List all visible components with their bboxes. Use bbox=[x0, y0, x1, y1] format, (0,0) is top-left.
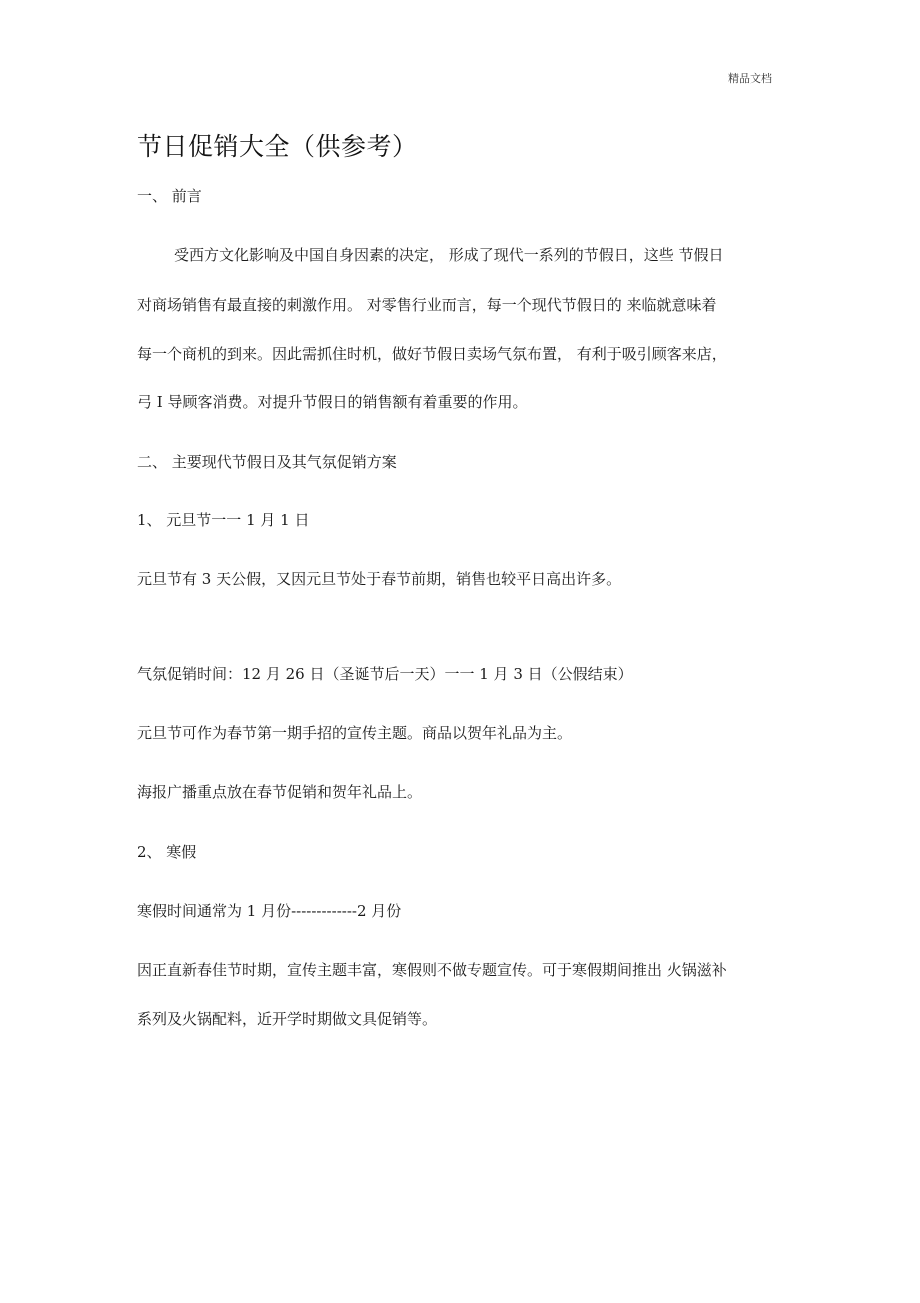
section-1-heading: 一、 前言 bbox=[137, 187, 202, 205]
item-1-line-3: 元旦节可作为春节第一期手招的宣传主题。商品以贺年礼品为主。 bbox=[137, 724, 573, 742]
item-1-heading: 1、 元旦节一一 1 月 1 日 bbox=[137, 511, 310, 529]
header-watermark: 精品文档 bbox=[728, 72, 772, 85]
item-2-line-3: 系列及火锅配料，近开学时期做文具促销等。 bbox=[137, 1010, 438, 1028]
item-1-line-1: 元旦节有 3 天公假，又因元旦节处于春节前期，销售也较平日高出许多。 bbox=[137, 570, 622, 588]
item-2-line-2: 因正直新春佳节时期，宣传主题丰富，寒假则不做专题宣传。可于寒假期间推出 火锅滋补 bbox=[137, 961, 727, 979]
item-2-heading: 2、 寒假 bbox=[137, 843, 197, 861]
document-title: 节日促销大全（供参考） bbox=[137, 132, 418, 161]
item-1-line-2: 气氛促销时间：12 月 26 日（圣诞节后一天）一一 1 月 3 日（公假结束） bbox=[137, 665, 633, 683]
intro-line-4: 弓 I 导顾客消费。对提升节假日的销售额有着重要的作用。 bbox=[137, 393, 528, 411]
intro-line-1: 受西方文化影响及中国自身因素的决定， 形成了现代一系列的节假日，这些 节假日 bbox=[174, 246, 724, 264]
intro-line-3: 每一个商机的到来。因此需抓住时机，做好节假日卖场气氛布置， 有利于吸引顾客来店， bbox=[137, 345, 727, 363]
intro-line-2: 对商场销售有最直接的刺激作用。 对零售行业而言，每一个现代节假日的 来临就意味着 bbox=[137, 296, 717, 314]
section-2-heading: 二、 主要现代节假日及其气氛促销方案 bbox=[137, 453, 397, 471]
item-2-line-1: 寒假时间通常为 1 月份-------------2 月份 bbox=[137, 902, 402, 920]
item-1-line-4: 海报广播重点放在春节促销和贺年礼品上。 bbox=[137, 783, 423, 801]
